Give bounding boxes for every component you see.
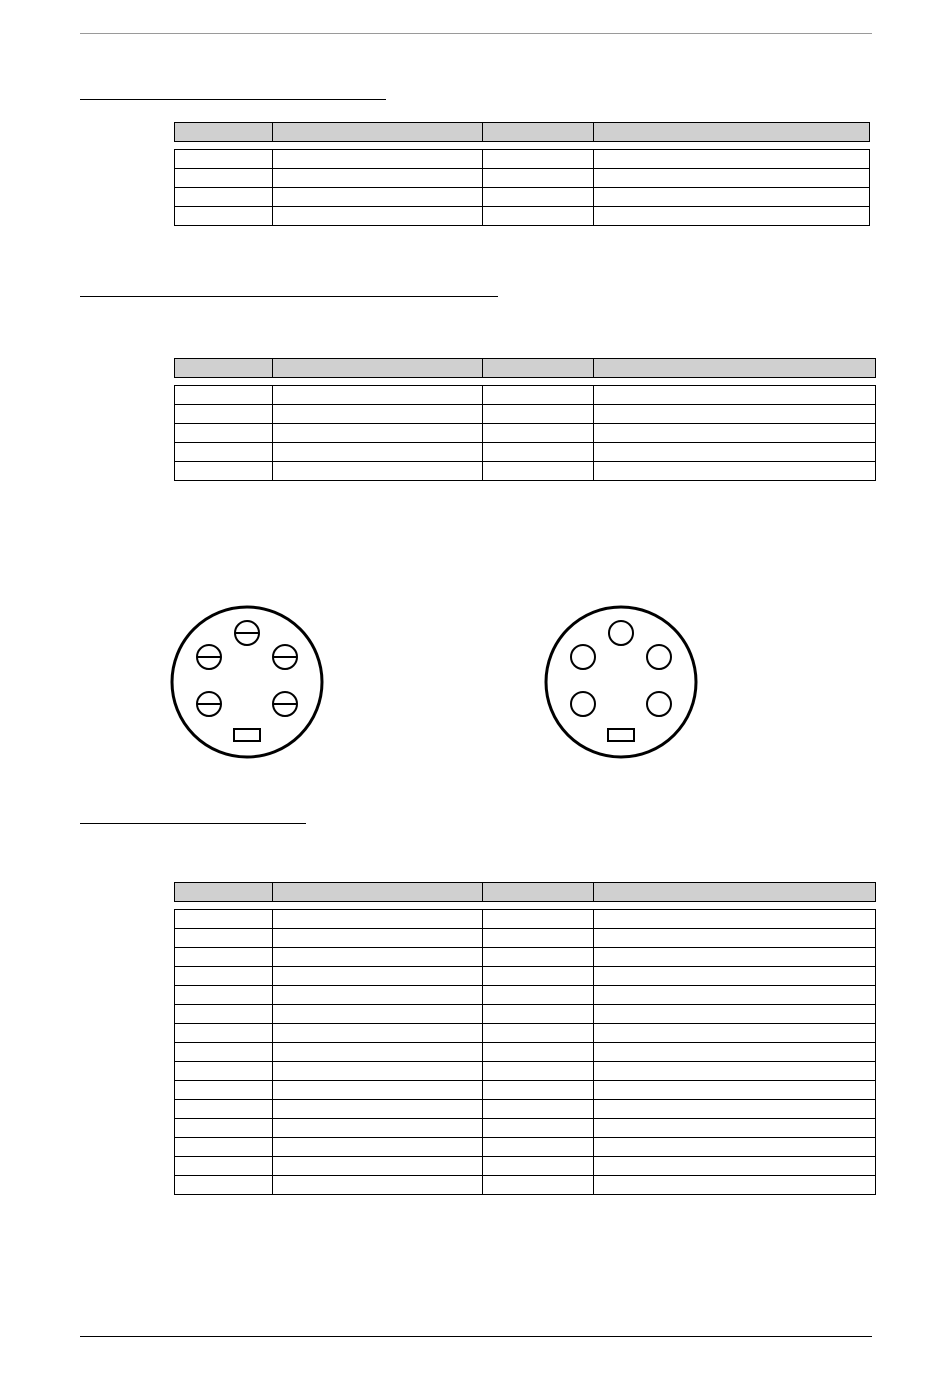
table-cell <box>594 1062 876 1081</box>
table-cell <box>175 967 273 986</box>
table-cell <box>175 462 273 481</box>
table-cell <box>175 169 273 188</box>
table-cell <box>273 207 483 226</box>
table-cell <box>273 188 483 207</box>
table-cell <box>273 1005 483 1024</box>
table-header-row <box>175 123 870 142</box>
table-cell <box>483 188 594 207</box>
column-header <box>273 123 483 142</box>
table-cell <box>175 910 273 929</box>
table-cell <box>273 1081 483 1100</box>
section-3-heading-underline <box>80 823 306 824</box>
pin-table-2 <box>174 358 876 481</box>
table-cell <box>273 1062 483 1081</box>
table-cell <box>273 948 483 967</box>
table-cell <box>273 150 483 169</box>
header-rule <box>80 33 872 34</box>
table-row <box>175 424 876 443</box>
table-cell <box>175 1100 273 1119</box>
table-cell <box>483 1043 594 1062</box>
table-cell <box>175 150 273 169</box>
table-row <box>175 443 876 462</box>
table-row <box>175 1062 876 1081</box>
din-connector-female-icon <box>542 601 702 763</box>
table-cell <box>175 207 273 226</box>
table-cell <box>594 1176 876 1195</box>
table-spacer <box>175 902 876 910</box>
table-cell <box>175 948 273 967</box>
table-cell <box>594 929 876 948</box>
table-cell <box>483 150 594 169</box>
table-cell <box>594 150 870 169</box>
table-cell <box>175 986 273 1005</box>
table-cell <box>483 443 594 462</box>
table-row <box>175 1043 876 1062</box>
table-cell <box>273 986 483 1005</box>
table-cell <box>175 424 273 443</box>
table-cell <box>273 910 483 929</box>
table-cell <box>273 405 483 424</box>
table-row <box>175 1100 876 1119</box>
table-cell <box>483 967 594 986</box>
table-cell <box>594 1119 876 1138</box>
table-row <box>175 929 876 948</box>
table-cell <box>273 386 483 405</box>
table-cell <box>594 188 870 207</box>
table-cell <box>594 169 870 188</box>
table-row <box>175 150 870 169</box>
table-cell <box>175 386 273 405</box>
column-header <box>483 883 594 902</box>
table-row <box>175 1005 876 1024</box>
column-header <box>594 359 876 378</box>
table-cell <box>273 1043 483 1062</box>
table-cell <box>483 424 594 443</box>
table-cell <box>175 1138 273 1157</box>
table-cell <box>175 405 273 424</box>
table-row <box>175 169 870 188</box>
table-cell <box>483 1176 594 1195</box>
column-header <box>175 359 273 378</box>
table-cell <box>483 1119 594 1138</box>
table-cell <box>273 462 483 481</box>
table-row <box>175 1119 876 1138</box>
table-cell <box>273 1024 483 1043</box>
table-row <box>175 462 876 481</box>
table-cell <box>594 1024 876 1043</box>
table-cell <box>594 462 876 481</box>
table-cell <box>175 1176 273 1195</box>
table-cell <box>483 1005 594 1024</box>
table-cell <box>175 1119 273 1138</box>
table-cell <box>175 929 273 948</box>
table-cell <box>483 462 594 481</box>
table-row <box>175 386 876 405</box>
table-cell <box>273 1100 483 1119</box>
column-header <box>594 123 870 142</box>
table-cell <box>483 1157 594 1176</box>
table-cell <box>594 1157 876 1176</box>
table-cell <box>483 1100 594 1119</box>
table-row <box>175 405 876 424</box>
column-header <box>273 883 483 902</box>
table-cell <box>594 1043 876 1062</box>
table-row <box>175 910 876 929</box>
table-row <box>175 967 876 986</box>
table-cell <box>175 1005 273 1024</box>
column-header <box>594 883 876 902</box>
table-cell <box>273 1119 483 1138</box>
table-cell <box>594 967 876 986</box>
table-cell <box>483 169 594 188</box>
table-cell <box>273 967 483 986</box>
table-cell <box>483 1138 594 1157</box>
table-cell <box>273 1138 483 1157</box>
table-cell <box>594 948 876 967</box>
table-cell <box>483 929 594 948</box>
table-cell <box>273 424 483 443</box>
table-cell <box>175 188 273 207</box>
table-row <box>175 1138 876 1157</box>
table-header-row <box>175 359 876 378</box>
table-cell <box>594 207 870 226</box>
table-cell <box>273 1157 483 1176</box>
footer-rule <box>80 1336 872 1337</box>
table-cell <box>483 405 594 424</box>
table-cell <box>483 910 594 929</box>
table-cell <box>175 1081 273 1100</box>
column-header <box>483 123 594 142</box>
din-connector-male-icon <box>168 601 328 763</box>
section-1-heading-underline <box>80 99 386 100</box>
table-spacer <box>175 378 876 386</box>
table-cell <box>175 1043 273 1062</box>
table-cell <box>594 1005 876 1024</box>
table-cell <box>273 929 483 948</box>
table-cell <box>175 1157 273 1176</box>
table-row <box>175 1081 876 1100</box>
table-cell <box>175 1024 273 1043</box>
table-spacer <box>175 142 870 150</box>
pin-table-1 <box>174 122 870 226</box>
table-cell <box>594 386 876 405</box>
table-row <box>175 207 870 226</box>
table-cell <box>594 405 876 424</box>
table-cell <box>594 986 876 1005</box>
column-header <box>175 883 273 902</box>
table-cell <box>594 1100 876 1119</box>
table-row <box>175 986 876 1005</box>
table-cell <box>273 1176 483 1195</box>
table-cell <box>483 948 594 967</box>
column-header <box>175 123 273 142</box>
table-cell <box>483 1062 594 1081</box>
table-row <box>175 188 870 207</box>
table-cell <box>594 910 876 929</box>
table-cell <box>594 1138 876 1157</box>
table-cell <box>175 1062 273 1081</box>
column-header <box>273 359 483 378</box>
table-cell <box>594 1081 876 1100</box>
table-cell <box>483 386 594 405</box>
section-2-heading-underline <box>80 296 498 297</box>
table-cell <box>483 1081 594 1100</box>
column-header <box>483 359 594 378</box>
table-row <box>175 948 876 967</box>
table-cell <box>483 1024 594 1043</box>
pin-table-3 <box>174 882 876 1195</box>
table-cell <box>483 986 594 1005</box>
table-cell <box>483 207 594 226</box>
table-row <box>175 1024 876 1043</box>
table-cell <box>273 169 483 188</box>
table-row <box>175 1157 876 1176</box>
table-cell <box>175 443 273 462</box>
table-header-row <box>175 883 876 902</box>
table-cell <box>594 424 876 443</box>
table-row <box>175 1176 876 1195</box>
table-cell <box>273 443 483 462</box>
table-cell <box>594 443 876 462</box>
